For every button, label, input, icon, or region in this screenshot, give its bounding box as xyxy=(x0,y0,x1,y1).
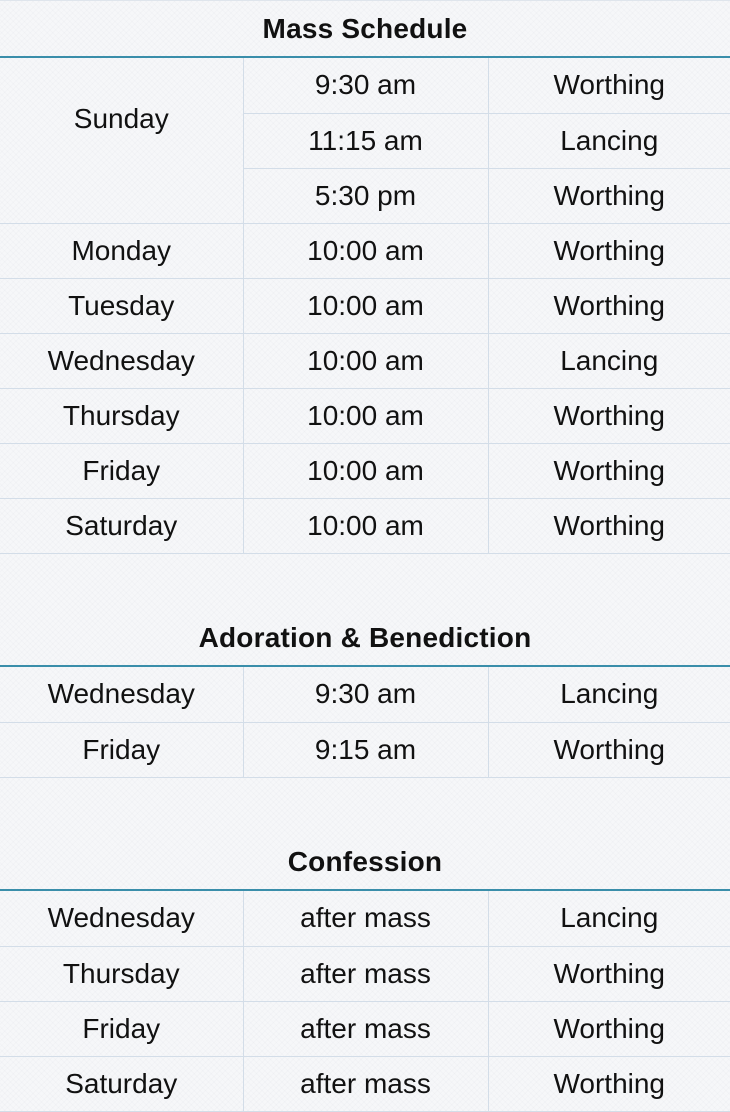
place-cell: Lancing xyxy=(488,667,730,722)
time-cell: after mass xyxy=(243,1001,488,1056)
place-cell: Worthing xyxy=(488,1056,730,1111)
place-cell: Worthing xyxy=(488,278,730,333)
mass-schedule-table xyxy=(0,58,730,554)
table-row xyxy=(0,498,730,553)
day-cell: Tuesday xyxy=(0,278,243,333)
time-cell: 10:00 am xyxy=(243,388,488,443)
table-row xyxy=(0,1056,730,1111)
place-cell: Worthing xyxy=(488,946,730,1001)
time-cell: 11:15 am xyxy=(243,113,488,168)
time-cell: 9:15 am xyxy=(243,722,488,777)
time-cell: 10:00 am xyxy=(243,278,488,333)
table-row xyxy=(0,388,730,443)
day-cell: Wednesday xyxy=(0,333,243,388)
time-cell: 9:30 am xyxy=(243,667,488,722)
time-cell: after mass xyxy=(243,891,488,946)
table-row xyxy=(0,722,730,777)
day-cell: Monday xyxy=(0,223,243,278)
day-cell: Thursday xyxy=(0,946,243,1001)
top-rule xyxy=(0,0,730,1)
place-cell: Worthing xyxy=(488,58,730,113)
table-row xyxy=(0,1001,730,1056)
confession-table xyxy=(0,891,730,1112)
place-cell: Lancing xyxy=(488,333,730,388)
place-cell: Worthing xyxy=(488,388,730,443)
day-cell: Saturday xyxy=(0,498,243,553)
table-row xyxy=(0,58,730,113)
day-cell: Wednesday xyxy=(0,891,243,946)
time-cell: after mass xyxy=(243,946,488,1001)
time-cell: 5:30 pm xyxy=(243,168,488,223)
place-cell: Worthing xyxy=(488,1001,730,1056)
time-cell: 9:30 am xyxy=(243,58,488,113)
table-row xyxy=(0,443,730,498)
day-cell: Wednesday xyxy=(0,667,243,722)
adoration-title: Adoration & Benediction xyxy=(0,611,730,667)
time-cell: 10:00 am xyxy=(243,443,488,498)
place-cell: Worthing xyxy=(488,223,730,278)
time-cell: 10:00 am xyxy=(243,498,488,553)
table-row xyxy=(0,223,730,278)
table-row xyxy=(0,278,730,333)
adoration-section xyxy=(0,611,730,778)
confession-title: Confession xyxy=(0,835,730,891)
place-cell: Lancing xyxy=(488,113,730,168)
day-cell: Friday xyxy=(0,443,243,498)
place-cell: Worthing xyxy=(488,443,730,498)
mass-schedule-title: Mass Schedule xyxy=(0,2,730,58)
day-cell: Friday xyxy=(0,722,243,777)
time-cell: after mass xyxy=(243,1056,488,1111)
table-row xyxy=(0,946,730,1001)
table-row xyxy=(0,891,730,946)
confession-section xyxy=(0,835,730,1112)
time-cell: 10:00 am xyxy=(243,223,488,278)
table-row xyxy=(0,667,730,722)
day-cell: Friday xyxy=(0,1001,243,1056)
day-cell: Sunday xyxy=(0,58,243,223)
place-cell: Worthing xyxy=(488,722,730,777)
place-cell: Worthing xyxy=(488,498,730,553)
adoration-table xyxy=(0,667,730,778)
mass-schedule-section xyxy=(0,2,730,554)
place-cell: Lancing xyxy=(488,891,730,946)
day-cell: Saturday xyxy=(0,1056,243,1111)
day-cell: Thursday xyxy=(0,388,243,443)
time-cell: 10:00 am xyxy=(243,333,488,388)
place-cell: Worthing xyxy=(488,168,730,223)
table-row xyxy=(0,333,730,388)
